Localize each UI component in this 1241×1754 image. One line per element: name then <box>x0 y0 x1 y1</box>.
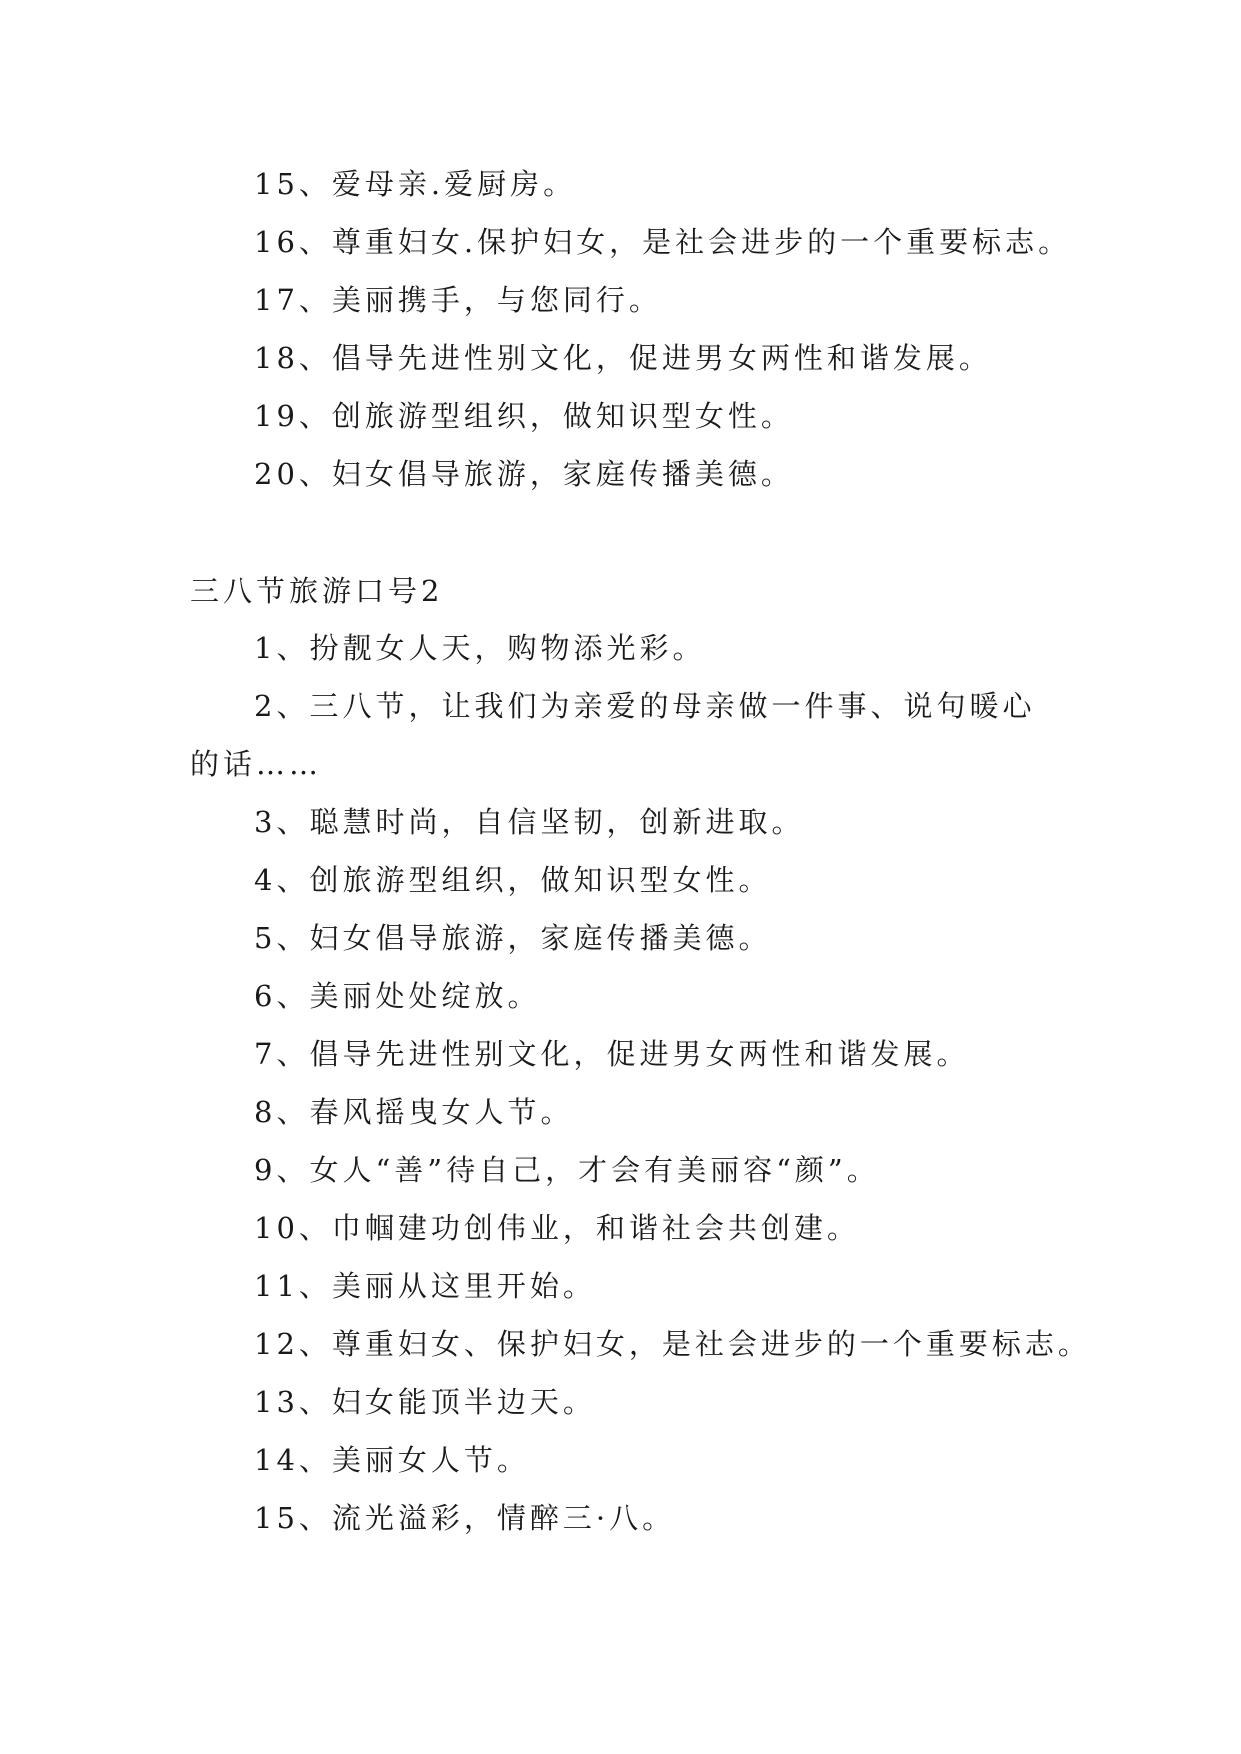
list-item: 1、扮靓女人天，购物添光彩。 <box>254 631 706 665</box>
list-item-continuation: 的话…… <box>190 747 323 781</box>
list-item: 2、三八节，让我们为亲爱的母亲做一件事、说句暖心 <box>254 689 1036 723</box>
list-item: 17、美丽携手，与您同行。 <box>254 283 662 317</box>
list-item: 14、美丽女人节。 <box>254 1443 530 1477</box>
list-item: 3、聪慧时尚，自信坚韧，创新进取。 <box>254 805 805 839</box>
list-item: 16、尊重妇女.保护妇女，是社会进步的一个重要标志。 <box>254 225 1072 259</box>
list-item: 8、春风摇曳女人节。 <box>254 1095 574 1129</box>
list-item: 15、流光溢彩，情醉三·八。 <box>254 1501 676 1535</box>
section-heading: 三八节旅游口号2 <box>190 574 444 608</box>
list-item: 9、女人“善”待自己，才会有美丽容“颜”。 <box>254 1153 880 1187</box>
list-item: 13、妇女能顶半边天。 <box>254 1385 596 1419</box>
list-item: 20、妇女倡导旅游，家庭传播美德。 <box>254 457 794 491</box>
list-item: 5、妇女倡导旅游，家庭传播美德。 <box>254 921 772 955</box>
list-item: 10、巾帼建功创伟业，和谐社会共创建。 <box>254 1211 860 1245</box>
list-item: 7、倡导先进性别文化，促进男女两性和谐发展。 <box>254 1037 970 1071</box>
list-item: 6、美丽处处绽放。 <box>254 979 541 1013</box>
list-item: 15、爱母亲.爱厨房。 <box>254 167 577 201</box>
list-item: 11、美丽从这里开始。 <box>254 1269 596 1303</box>
list-item: 4、创旅游型组织，做知识型女性。 <box>254 863 772 897</box>
list-item: 18、倡导先进性别文化，促进男女两性和谐发展。 <box>254 341 992 375</box>
list-item: 19、创旅游型组织，做知识型女性。 <box>254 399 794 433</box>
list-item: 12、尊重妇女、保护妇女，是社会进步的一个重要标志。 <box>254 1327 1091 1361</box>
